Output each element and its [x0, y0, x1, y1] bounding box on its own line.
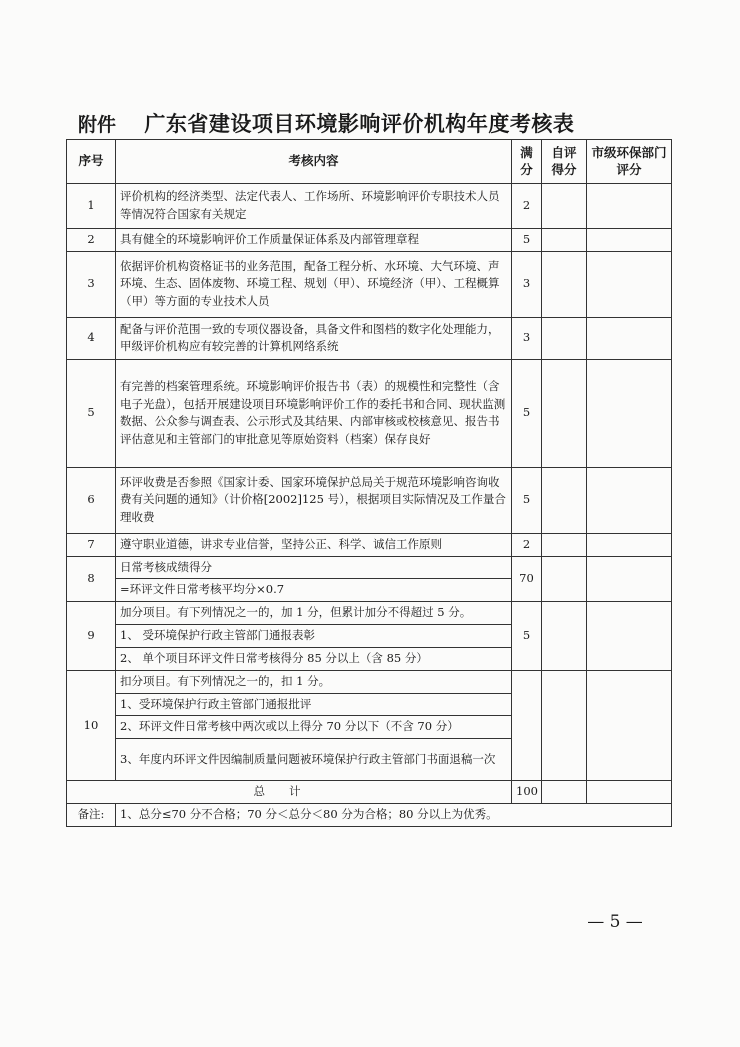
- row-content: 3、年度内环评文件因编制质量问题被环境保护行政主管部门书面退稿一次: [116, 739, 512, 781]
- table-header-row: [67, 140, 672, 184]
- row-full-score: 5: [512, 467, 542, 533]
- table-row: [67, 670, 672, 693]
- city-score-cell: [587, 602, 672, 670]
- city-score-cell: [587, 229, 672, 252]
- table-row: [67, 556, 672, 579]
- city-score-cell: [587, 467, 672, 533]
- row-content: 配备与评价范围一致的专项仪器设备，具备文件和图档的数字化处理能力，甲级评价机构应有较完善的计算机网络系统: [116, 317, 512, 359]
- row-no: 1: [67, 184, 116, 229]
- document-title: [78, 108, 658, 138]
- table-row: [67, 251, 672, 317]
- total-score: 100: [512, 781, 542, 804]
- table-row: [67, 359, 672, 467]
- row-content: 加分项目。有下列情况之一的，加 1 分，但累计加分不得超过 5 分。: [116, 602, 512, 625]
- row-full-score: 2: [512, 184, 542, 229]
- row-no: 10: [67, 670, 116, 780]
- city-score-cell: [587, 317, 672, 359]
- row-no: 5: [67, 359, 116, 467]
- self-score-cell: [542, 184, 587, 229]
- row-full-score: 5: [512, 359, 542, 467]
- row-no: 2: [67, 229, 116, 252]
- row-no: 7: [67, 533, 116, 556]
- table-row: [67, 602, 672, 625]
- row-content: =环评文件日常考核平均分×0.7: [116, 579, 512, 602]
- table-row: [67, 184, 672, 229]
- self-score-cell: [542, 359, 587, 467]
- city-score-cell: [587, 533, 672, 556]
- city-score-cell: [587, 670, 672, 780]
- row-full-score: 5: [512, 602, 542, 670]
- table-row: [67, 317, 672, 359]
- row-content: 日常考核成绩得分: [116, 556, 512, 579]
- row-content: 2、 单个项目环评文件日常考核得分 85 分以上（含 85 分）: [116, 647, 512, 670]
- city-score-cell: [587, 251, 672, 317]
- header-content: 考核内容: [116, 140, 512, 184]
- row-no: 8: [67, 556, 116, 602]
- row-no: 6: [67, 467, 116, 533]
- self-score-cell: [542, 229, 587, 252]
- row-content: 遵守职业道德，讲求专业信誉，坚持公正、科学、诚信工作原则: [116, 533, 512, 556]
- row-content: 扣分项目。有下列情况之一的，扣 1 分。: [116, 670, 512, 693]
- self-score-cell: [542, 556, 587, 602]
- row-no: 9: [67, 602, 116, 670]
- remark-text: 1、总分≤70 分不合格；70 分＜总分＜80 分为合格；80 分以上为优秀。: [116, 803, 672, 826]
- row-content: 1、 受环境保护行政主管部门通报表彰: [116, 625, 512, 648]
- self-score-cell: [542, 467, 587, 533]
- table-row: [67, 467, 672, 533]
- self-score-cell: [542, 251, 587, 317]
- self-score-cell: [542, 317, 587, 359]
- city-score-cell: [587, 184, 672, 229]
- row-full-score: 2: [512, 533, 542, 556]
- city-score-cell: [587, 556, 672, 602]
- self-score-cell: [542, 670, 587, 780]
- city-score-cell: [587, 781, 672, 804]
- full-score-cell: [512, 670, 542, 780]
- row-content: 2、环评文件日常考核中两次或以上得分 70 分以下（不含 70 分）: [116, 716, 512, 739]
- assessment-table: [66, 139, 672, 827]
- row-full-score: 70: [512, 556, 542, 602]
- attachment-label: 附件: [78, 114, 117, 136]
- row-content: 评价机构的经济类型、法定代表人、工作场所、环境影响评价专职技术人员等情况符合国家有关规定: [116, 184, 512, 229]
- header-self-score: 自评得分: [542, 140, 587, 184]
- self-score-cell: [542, 533, 587, 556]
- row-content: 1、受环境保护行政主管部门通报批评: [116, 693, 512, 716]
- row-content: 依据评价机构资格证书的业务范围，配备工程分析、水环境、大气环境、声环境、生态、固体废物、环境工程、规划（甲）、环境经济（甲）、工程概算（甲）等方面的专业技术人员: [116, 251, 512, 317]
- row-full-score: 3: [512, 251, 542, 317]
- page-number: — 5 —: [587, 912, 643, 932]
- total-row: [67, 781, 672, 804]
- header-city-score: 市级环保部门评分: [587, 140, 672, 184]
- row-content: 环评收费是否参照《国家计委、国家环境保护总局关于规范环境影响咨询收费有关问题的通知》（计价格[2002]125 号），根据项目实际情况及工作量合理收费: [116, 467, 512, 533]
- table-row: [67, 533, 672, 556]
- total-label: 总计: [67, 781, 512, 804]
- table-title: 广东省建设项目环境影响评价机构年度考核表: [144, 111, 575, 136]
- self-score-cell: [542, 781, 587, 804]
- remark-row: [67, 803, 672, 826]
- row-full-score: 5: [512, 229, 542, 252]
- row-content: 有完善的档案管理系统。环境影响评价报告书（表）的规模性和完整性（含电子光盘），包括开展建设项目环境影响评价工作的委托书和合同、现状监测数据、公众参与调查表、公示形式及其结果、内部审核或校核意见、报告书评估意见和主管部门的审批意见等原始资料（档案）保存良好: [116, 359, 512, 467]
- header-full-score: 满分: [512, 140, 542, 184]
- table-row: [67, 229, 672, 252]
- self-score-cell: [542, 602, 587, 670]
- row-no: 4: [67, 317, 116, 359]
- city-score-cell: [587, 359, 672, 467]
- row-no: 3: [67, 251, 116, 317]
- remark-label: 备注:: [67, 803, 116, 826]
- header-no: 序号: [67, 140, 116, 184]
- row-content: 具有健全的环境影响评价工作质量保证体系及内部管理章程: [116, 229, 512, 252]
- row-full-score: 3: [512, 317, 542, 359]
